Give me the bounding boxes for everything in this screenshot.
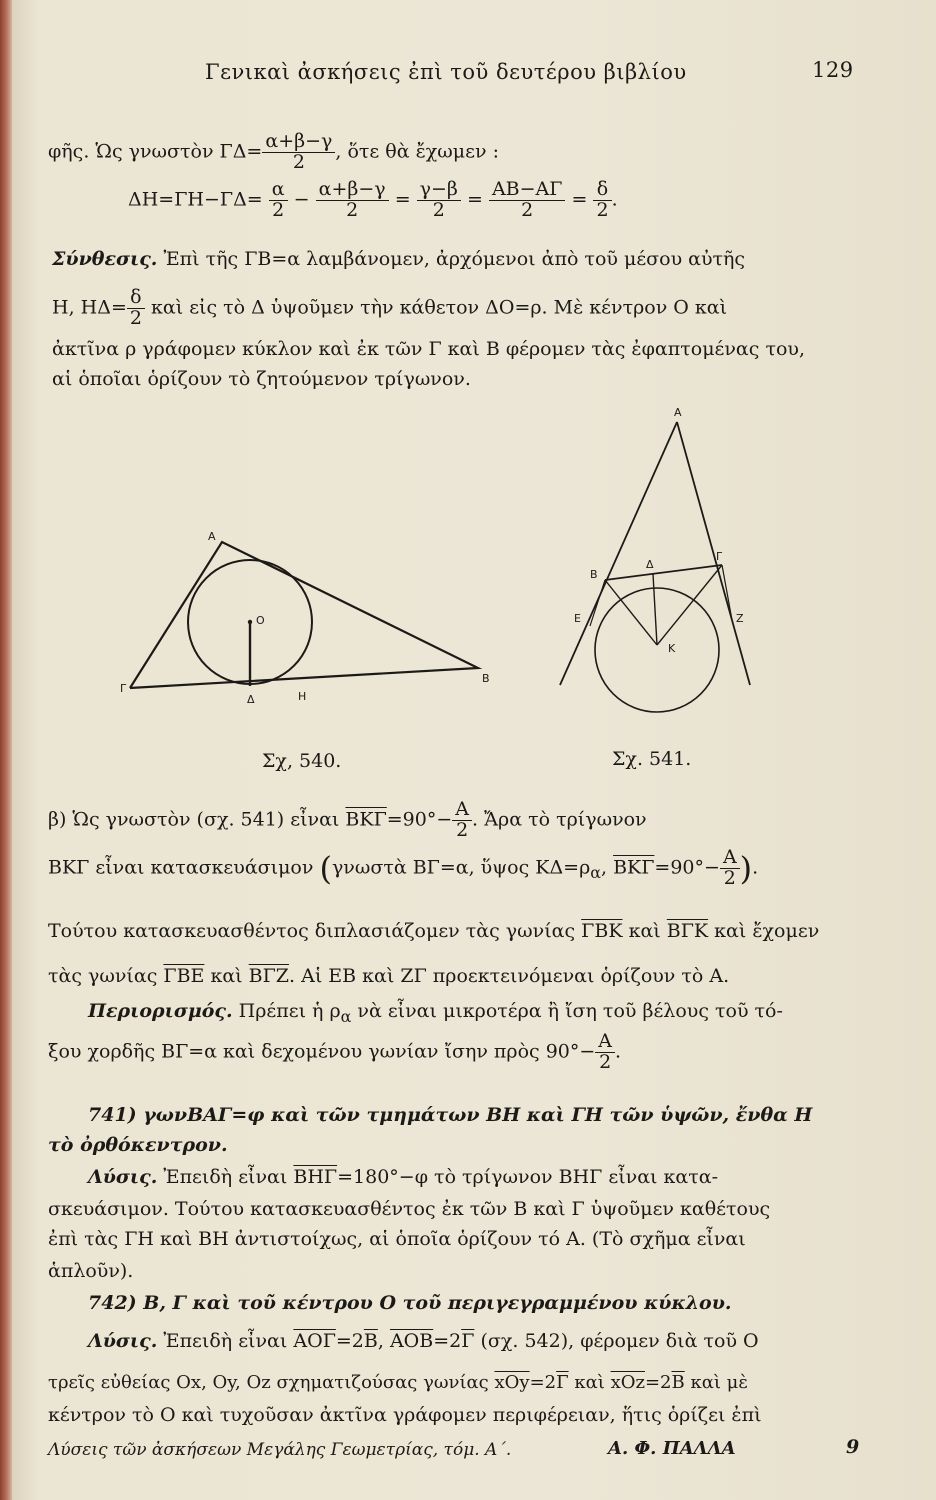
- exercise-741-line-3: ἐπὶ τὰς ΓΗ καὶ ΒΗ ἀντιστοίχως, αἱ ὁποῖα ὁρίζουν τό Α. (Τὸ σχῆμα εἶναι: [48, 1228, 746, 1250]
- limit-line-2: ξου χορδῆς ΒΓ=α καὶ δεχομένου γωνίαν ἴσην πρὸς 90°− $\frac{A}{2}$ .: [48, 1030, 622, 1073]
- exercise-742-line-3: κέντρον τὸ Ο καὶ τυχοῦσαν ἀκτῖνα γράφομεν περιφέρειαν, ἥτις ὁρίζει ἐπὶ: [48, 1404, 762, 1426]
- label-O-540: Ο: [256, 614, 265, 627]
- label-G-540: Γ: [120, 682, 127, 695]
- label-D-540: Δ: [247, 693, 255, 706]
- exercise-741-line-1: Λύσις. Ἐπειδὴ εἶναι $\overline{BH\Gamma}=180^\circ-\varphi$ τὸ τρίγωνον ΒΗΓ εἶναι κατα-: [88, 1166, 718, 1188]
- footer-left: Λύσεις τῶν ἀσκήσεων Μεγάλης Γεωμετρίας, τόμ. Α΄.: [48, 1440, 512, 1460]
- exercise-741-line-2: σκευάσιμον. Τούτου κατασκευασθέντος ἐκ τῶν Β καὶ Γ ὑψοῦμεν καθέτους: [48, 1198, 771, 1220]
- synthesis-line-4: αἱ ὁποῖαι ὁρίζουν τὸ ζητούμενον τρίγωνον.: [52, 368, 471, 390]
- circle-541: [595, 588, 719, 712]
- formula-line-2: ΔΗ=ΓΗ−ΓΔ= $\frac{\alpha}{2}$ − $\frac{\alpha+\beta-\gamma}{2}$ = $\frac{\gamma-\beta}{2}$ = $\frac{AB-A\Gamma}{2}$ = $\frac{\delta}{2}$ .: [128, 178, 618, 221]
- label-K-541: Κ: [668, 642, 676, 655]
- label-E-541: Ε: [574, 612, 581, 625]
- segment-GK: [657, 565, 722, 645]
- beta-line-1: β) Ὡς γνωστὸν (σχ. 541) εἶναι $\overline{BK\Gamma}=90^\circ-$ $\frac{A}{2}$ . Ἄρα τὸ τρίγωνον: [48, 798, 647, 841]
- beta-line-4: τὰς γωνίας $\overline{\Gamma BE}$ καὶ $\overline{B\Gamma Z}$. Αἱ ΕΒ καὶ ΖΓ προεκτεινόμεναι ὁρίζουν τὸ Α.: [48, 965, 730, 987]
- synthesis-line-1: Σύνθεσις. Ἐπὶ τῆς ΓΒ=α λαμβάνομεν, ἀρχόμενοι ἀπὸ τοῦ μέσου αὐτῆς: [52, 248, 746, 270]
- label-H-540: Η: [298, 690, 307, 703]
- label-G-541: Γ: [716, 550, 723, 563]
- label-D-541: Δ: [646, 558, 654, 571]
- synthesis-line-2: Η, ΗΔ= $\frac{\delta}{2}$ καὶ εἰς τὸ Δ ὑψοῦμεν τὴν κάθετον ΔΟ=ρ. Μὲ κέντρον Ο καὶ: [52, 286, 728, 329]
- triangle-540: [130, 542, 478, 688]
- label-Z-541: Ζ: [736, 612, 744, 625]
- footer-author: Α. Φ. ΠΑΛΛΑ: [608, 1438, 736, 1459]
- side-AG-extended: [677, 422, 750, 685]
- book-page: [12, 0, 936, 1500]
- figure-541: [550, 400, 780, 720]
- footer-signature: 9: [846, 1436, 860, 1458]
- exercise-742-line-1: Λύσις. Ἐπειδὴ εἶναι $\overline{AO\Gamma}=2\overline{B}$, $\overline{AOB}=2\overline{\Gamma}$ (σχ. 542), φέρομεν διὰ τοῦ Ο: [88, 1330, 759, 1352]
- exercise-741-title-2: τὸ ὀρθόκεντρον.: [48, 1134, 228, 1156]
- figure-540: [110, 520, 510, 720]
- limit-line-1: Περιορισμός. Πρέπει ἡ $\rho_\alpha$ νὰ εἶναι μικροτέρα ἢ ἴση τοῦ βέλους τοῦ τό-: [88, 1000, 783, 1026]
- beta-line-2: ΒΚΓ εἶναι κατασκευάσιμον (γνωστὰ ΒΓ=α, ὕψος $K\Delta=\rho_\alpha$, $\overline{BK\Gamma}=90^\circ-$ $\frac{A}{2}$ ).: [48, 846, 759, 889]
- label-B-540: Β: [482, 672, 490, 685]
- beta-line-3: Τούτου κατασκευασθέντος διπλασιάζομεν τὰς γωνίας $\overline{\Gamma BK}$ καὶ $\overline{B\Gamma K}$ καὶ ἔχομεν: [48, 920, 820, 942]
- label-A-541: Α: [674, 406, 682, 419]
- running-title: Γενικαὶ ἀσκήσεις ἐπὶ τοῦ δευτέρου βιβλίου: [205, 60, 687, 84]
- book-spine: [0, 0, 12, 1500]
- exercise-741-title: 741) γωνΒΑΓ=φ καὶ τῶν τμημάτων ΒΗ καὶ ΓΗ τῶν ὑψῶν, ἔνθα Η: [88, 1104, 813, 1126]
- altitude-KD: [653, 574, 657, 645]
- center-O-dot: [248, 620, 252, 624]
- side-AB-extended: [560, 422, 677, 685]
- caption-540: Σχ, 540.: [262, 750, 342, 772]
- synthesis-line-3: ἀκτῖνα ρ γράφομεν κύκλον καὶ ἐκ τῶν Γ καὶ Β φέρομεν τὰς ἐφαπτομένας του,: [52, 338, 805, 360]
- page-number: 129: [812, 58, 854, 82]
- exercise-742-title: 742) Β, Γ καὶ τοῦ κέντρου Ο τοῦ περιγεγραμμένου κύκλου.: [88, 1292, 732, 1314]
- exercise-742-line-2: τρεῖς εὐθείας Οx, Οy, Οz σχηματιζούσας γωνίας $\overline{xOy}=2\overline{\Gamma}$ καὶ $\overline{xOz}=2\overline{B}$ καὶ μὲ: [48, 1372, 749, 1393]
- formula-line-1: φῆς. Ὡς γνωστὸν ΓΔ= $\frac{\alpha+\beta-\gamma}{2}$ , ὅτε θὰ ἔχωμεν :: [48, 130, 499, 173]
- exercise-741-line-4: ἁπλοῦν).: [48, 1260, 134, 1282]
- label-B-541: Β: [590, 568, 598, 581]
- chord-BG: [605, 565, 722, 580]
- label-A-540: Α: [208, 530, 216, 543]
- segment-BK: [605, 580, 657, 645]
- caption-541: Σχ. 541.: [612, 748, 692, 770]
